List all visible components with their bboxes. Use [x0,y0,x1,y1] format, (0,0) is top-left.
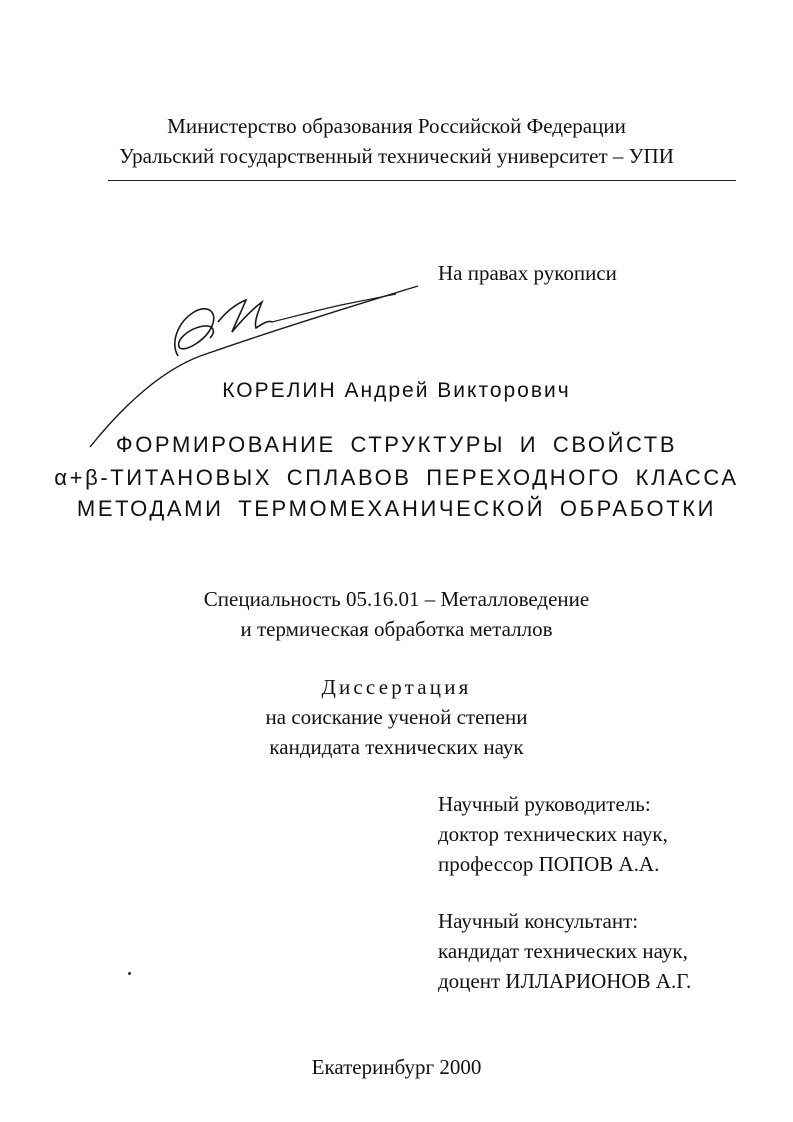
supervisor-degree: доктор технических наук, [438,822,668,846]
dissertation-line-2: кандидата технических наук [269,735,524,759]
supervisor-name: профессор ПОПОВ А.А. [438,852,660,876]
author-name: КОРЕЛИН Андрей Викторович [222,379,571,402]
title-line-1: ФОРМИРОВАНИЕ СТРУКТУРЫ И СВОЙСТВ [115,432,678,457]
title-line-3: МЕТОДАМИ ТЕРМОМЕХАНИЧЕСКОЙ ОБРАБОТКИ [76,496,717,521]
specialty-line-2: и термическая обработка металлов [240,617,553,641]
supervisor-role: Научный руководитель: [438,792,651,816]
signature-icon [86,282,426,452]
dissertation-heading: Диссертация [321,675,472,699]
consultant-role: Научный консультант: [438,909,639,933]
speck-mark [128,972,131,975]
consultant-degree: кандидат технических наук, [438,939,688,963]
city-year: Екатеринбург 2000 [311,1055,482,1079]
title-line-2: α+β-ТИТАНОВЫХ СПЛАВОВ ПЕРЕХОДНОГО КЛАССА [54,465,739,490]
header-divider [108,180,736,181]
ministry-line: Министерство образования Российской Федерации [167,114,626,138]
manuscript-note: На правах рукописи [438,261,617,285]
dissertation-line-1: на соискание ученой степени [265,705,528,729]
specialty-line-1: Специальность 05.16.01 – Металловедение [203,587,590,611]
consultant-name: доцент ИЛЛАРИОНОВ А.Г. [438,969,692,993]
university-line: Уральский государственный технический университет – УПИ [119,144,674,168]
